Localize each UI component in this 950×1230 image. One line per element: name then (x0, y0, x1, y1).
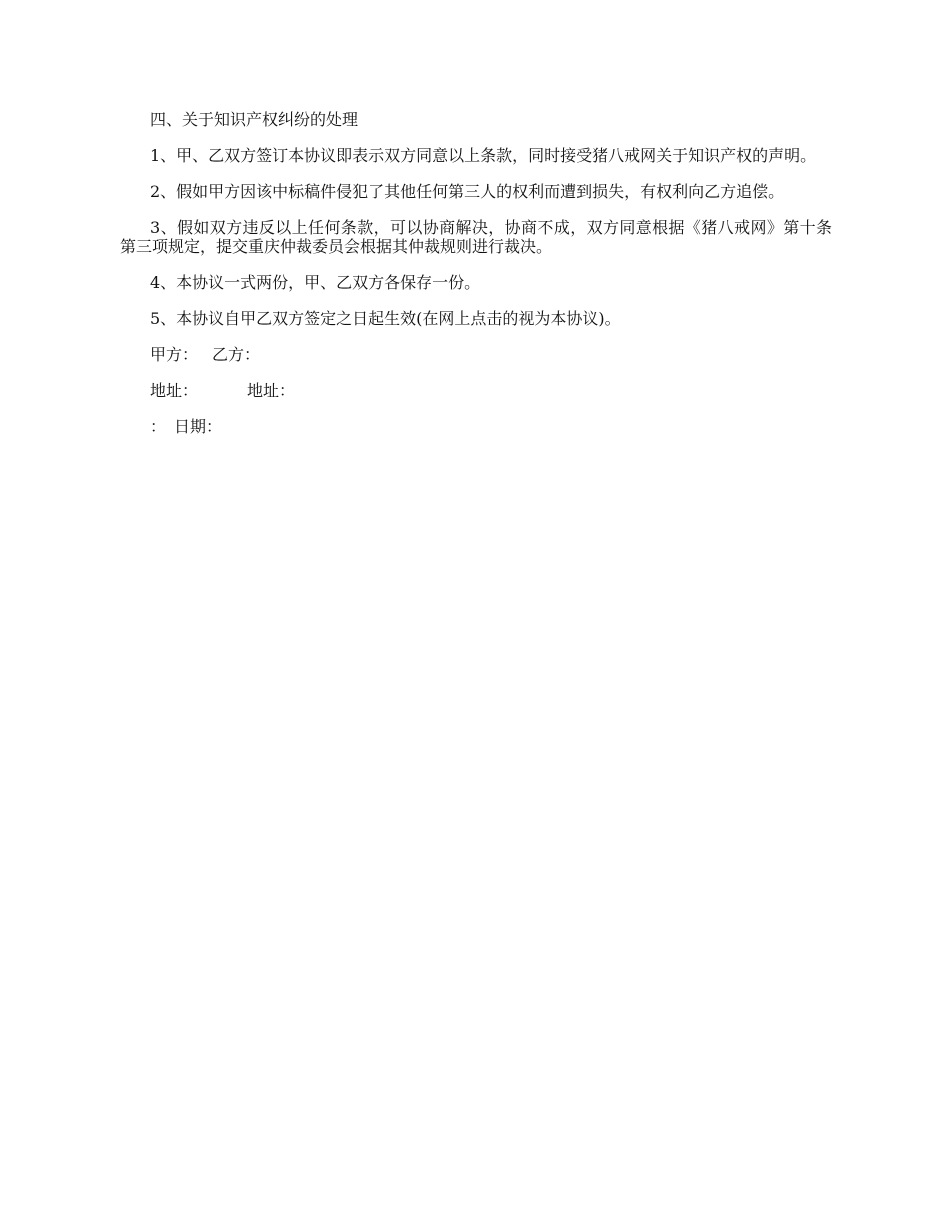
party-a-label: 甲方： (150, 345, 199, 364)
party-b-label: 乙方： (212, 345, 261, 364)
party-row (120, 345, 832, 364)
clause-1: 1、甲、乙双方签订本协议即表示双方同意以上条款，同时接受猪八戒网关于知识产权的声明。 (150, 146, 817, 165)
clause-4: 4、本协议一式两份，甲、乙双方各保存一份。 (150, 273, 481, 292)
date-row (120, 417, 832, 436)
document-body (120, 110, 832, 453)
address-b-label: 地址： (247, 381, 296, 400)
colon-label: ： (150, 417, 167, 436)
clause-2: 2、假如甲方因该中标稿件侵犯了其他任何第三人的权利而遭到损失，有权利向乙方追偿。 (150, 182, 785, 201)
clause-3: 3、假如双方违反以上任何条款，可以协商解决，协商不成，双方同意根据《猪八戒网》第十条第三项规定，提交重庆仲裁委员会根据其仲裁规则进行裁决。 (120, 218, 832, 256)
section-heading: 四、关于知识产权纠纷的处理 (150, 110, 359, 129)
address-a-label: 地址： (150, 381, 199, 400)
address-row (120, 381, 832, 400)
clause-5: 5、本协议自甲乙双方签定之日起生效(在网上点击的视为本协议)。 (150, 309, 621, 328)
date-label: 日期： (174, 417, 223, 436)
